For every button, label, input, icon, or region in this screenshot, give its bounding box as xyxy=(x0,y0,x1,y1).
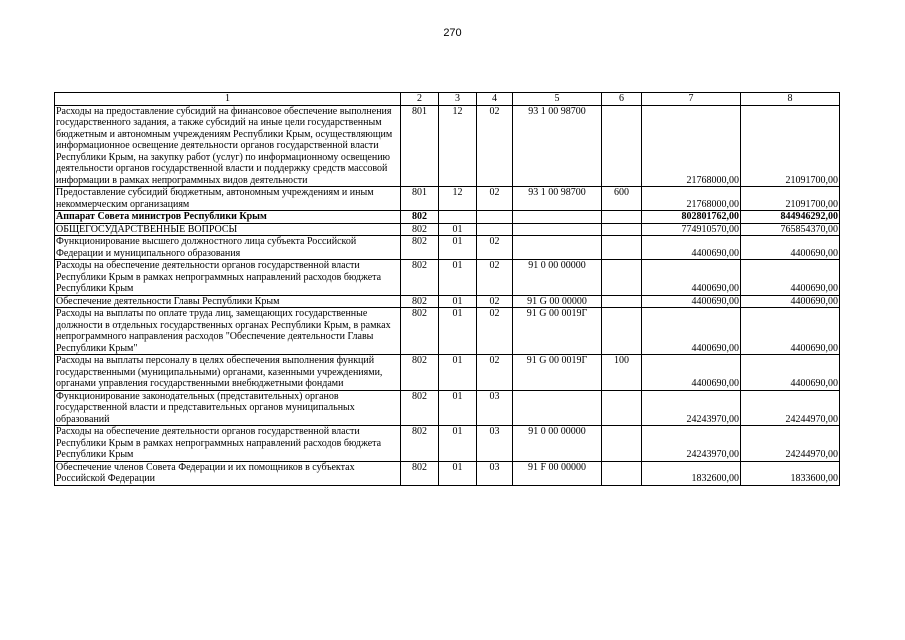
row-amount-8: 21091700,00 xyxy=(741,187,840,211)
table-row xyxy=(55,295,840,308)
row-amount-8: 4400690,00 xyxy=(741,236,840,260)
row-code-5 xyxy=(513,236,602,260)
budget-table xyxy=(54,92,840,486)
row-code-6 xyxy=(602,236,642,260)
row-code-4: 02 xyxy=(477,308,513,355)
row-code-6 xyxy=(602,308,642,355)
row-code-5 xyxy=(513,211,602,224)
table-row xyxy=(55,308,840,355)
row-code-4: 02 xyxy=(477,355,513,391)
table-row xyxy=(55,236,840,260)
table-body xyxy=(55,105,840,485)
row-code-3: 01 xyxy=(439,461,477,485)
row-code-3: 01 xyxy=(439,308,477,355)
row-code-6 xyxy=(602,260,642,296)
row-name: Расходы на предоставление субсидий на финансовое обеспечение выполнения государственного задания, а также субсидий на иные цели государственным бюджетным и автономным учреждениям Республики Крым, осуществляющим информационное освещение деятельности органов государственной власти Республики Крым, на закупку работ (услуг) по информационному освещению деятельности органов государственной власти и поддержку средств массовой информации в рамках непрограммных видов деятельности xyxy=(55,105,401,187)
row-name: Расходы на обеспечение деятельности органов государственной власти Республики Крым в рамках непрограммных направлений расходов бюджета Республики Крым xyxy=(55,260,401,296)
row-amount-8: 844946292,00 xyxy=(741,211,840,224)
row-code-3 xyxy=(439,211,477,224)
table-row xyxy=(55,187,840,211)
row-code-5 xyxy=(513,390,602,426)
row-amount-8: 24244970,00 xyxy=(741,390,840,426)
row-name: Расходы на выплаты персоналу в целях обеспечения выполнения функций государственными (муниципальными) органами, казенными учреждениями, органами управления государственными внебюджетными фондами xyxy=(55,355,401,391)
row-code-6 xyxy=(602,223,642,236)
row-code-6: 100 xyxy=(602,355,642,391)
row-code-2: 802 xyxy=(401,260,439,296)
row-code-6 xyxy=(602,105,642,187)
row-amount-8: 4400690,00 xyxy=(741,308,840,355)
table-row xyxy=(55,355,840,391)
column-header: 2 xyxy=(401,93,439,106)
row-amount-8: 21091700,00 xyxy=(741,105,840,187)
row-code-4 xyxy=(477,223,513,236)
row-code-3: 01 xyxy=(439,236,477,260)
row-name: Расходы на выплаты по оплате труда лиц, замещающих государственные должности в отдельных государственных органах Республики Крым, в рамках непрограммного направления расходов "Обеспечение деятельности Главы Республики Крым" xyxy=(55,308,401,355)
row-name: Обеспечение деятельности Главы Республики Крым xyxy=(55,295,401,308)
row-code-3: 01 xyxy=(439,426,477,462)
column-header: 6 xyxy=(602,93,642,106)
row-code-2: 802 xyxy=(401,355,439,391)
column-header: 3 xyxy=(439,93,477,106)
row-amount-7: 4400690,00 xyxy=(642,236,741,260)
row-code-6: 600 xyxy=(602,187,642,211)
row-code-2: 801 xyxy=(401,187,439,211)
row-code-3: 01 xyxy=(439,223,477,236)
table-row xyxy=(55,461,840,485)
table-row xyxy=(55,211,840,224)
row-amount-7: 21768000,00 xyxy=(642,105,741,187)
row-code-3: 01 xyxy=(439,355,477,391)
row-code-3: 01 xyxy=(439,295,477,308)
table-row xyxy=(55,426,840,462)
row-code-2: 802 xyxy=(401,308,439,355)
row-amount-8: 765854370,00 xyxy=(741,223,840,236)
header-row xyxy=(55,93,840,106)
row-code-5: 91 0 00 00000 xyxy=(513,426,602,462)
row-amount-7: 4400690,00 xyxy=(642,355,741,391)
row-amount-7: 21768000,00 xyxy=(642,187,741,211)
row-amount-8: 4400690,00 xyxy=(741,260,840,296)
row-code-5: 91 G 00 0019Г xyxy=(513,355,602,391)
row-name: Функционирование законодательных (представительных) органов государственной власти и представительных органов муниципальных образований xyxy=(55,390,401,426)
row-code-4: 02 xyxy=(477,105,513,187)
row-code-4 xyxy=(477,211,513,224)
table-row xyxy=(55,105,840,187)
row-amount-7: 4400690,00 xyxy=(642,308,741,355)
row-code-5: 91 F 00 00000 xyxy=(513,461,602,485)
row-code-4: 03 xyxy=(477,390,513,426)
row-code-3: 01 xyxy=(439,390,477,426)
row-name: Функционирование высшего должностного лица субъекта Российской Федерации и муниципального образования xyxy=(55,236,401,260)
row-name: Аппарат Совета министров Республики Крым xyxy=(55,211,401,224)
row-code-4: 02 xyxy=(477,187,513,211)
row-amount-7: 24243970,00 xyxy=(642,390,741,426)
row-name: Расходы на обеспечение деятельности органов государственной власти Республики Крым в рамках непрограммных направлений расходов бюджета Республики Крым xyxy=(55,426,401,462)
row-code-3: 01 xyxy=(439,260,477,296)
column-header: 4 xyxy=(477,93,513,106)
row-code-6 xyxy=(602,295,642,308)
row-amount-7: 802801762,00 xyxy=(642,211,741,224)
row-code-3: 12 xyxy=(439,187,477,211)
row-code-5 xyxy=(513,223,602,236)
column-header: 1 xyxy=(55,93,401,106)
column-header: 7 xyxy=(642,93,741,106)
row-code-2: 802 xyxy=(401,295,439,308)
row-code-4: 03 xyxy=(477,461,513,485)
row-amount-7: 774910570,00 xyxy=(642,223,741,236)
table-row xyxy=(55,223,840,236)
row-code-5: 91 0 00 00000 xyxy=(513,260,602,296)
row-name: ОБЩЕГОСУДАРСТВЕННЫЕ ВОПРОСЫ xyxy=(55,223,401,236)
row-code-5: 91 G 00 00000 xyxy=(513,295,602,308)
column-header: 8 xyxy=(741,93,840,106)
row-code-6 xyxy=(602,461,642,485)
row-code-2: 801 xyxy=(401,105,439,187)
row-name: Обеспечение членов Совета Федерации и их помощников в субъектах Российской Федерации xyxy=(55,461,401,485)
row-amount-8: 1833600,00 xyxy=(741,461,840,485)
row-code-3: 12 xyxy=(439,105,477,187)
row-amount-7: 4400690,00 xyxy=(642,295,741,308)
table-row xyxy=(55,390,840,426)
row-code-4: 02 xyxy=(477,236,513,260)
row-code-5: 93 1 00 98700 xyxy=(513,187,602,211)
row-code-6 xyxy=(602,211,642,224)
row-amount-8: 4400690,00 xyxy=(741,355,840,391)
row-amount-8: 4400690,00 xyxy=(741,295,840,308)
row-amount-8: 24244970,00 xyxy=(741,426,840,462)
row-code-4: 02 xyxy=(477,295,513,308)
row-name: Предоставление субсидий бюджетным, автономным учреждениям и иным некоммерческим организациям xyxy=(55,187,401,211)
row-code-2: 802 xyxy=(401,236,439,260)
row-code-5: 93 1 00 98700 xyxy=(513,105,602,187)
row-code-6 xyxy=(602,390,642,426)
column-header: 5 xyxy=(513,93,602,106)
row-code-4: 02 xyxy=(477,260,513,296)
row-code-2: 802 xyxy=(401,461,439,485)
row-code-2: 802 xyxy=(401,426,439,462)
table-row xyxy=(55,260,840,296)
row-amount-7: 24243970,00 xyxy=(642,426,741,462)
row-amount-7: 4400690,00 xyxy=(642,260,741,296)
row-code-4: 03 xyxy=(477,426,513,462)
row-code-2: 802 xyxy=(401,223,439,236)
row-amount-7: 1832600,00 xyxy=(642,461,741,485)
row-code-5: 91 G 00 0019Г xyxy=(513,308,602,355)
row-code-6 xyxy=(602,426,642,462)
row-code-2: 802 xyxy=(401,211,439,224)
row-code-2: 802 xyxy=(401,390,439,426)
page-number: 270 xyxy=(443,27,462,39)
